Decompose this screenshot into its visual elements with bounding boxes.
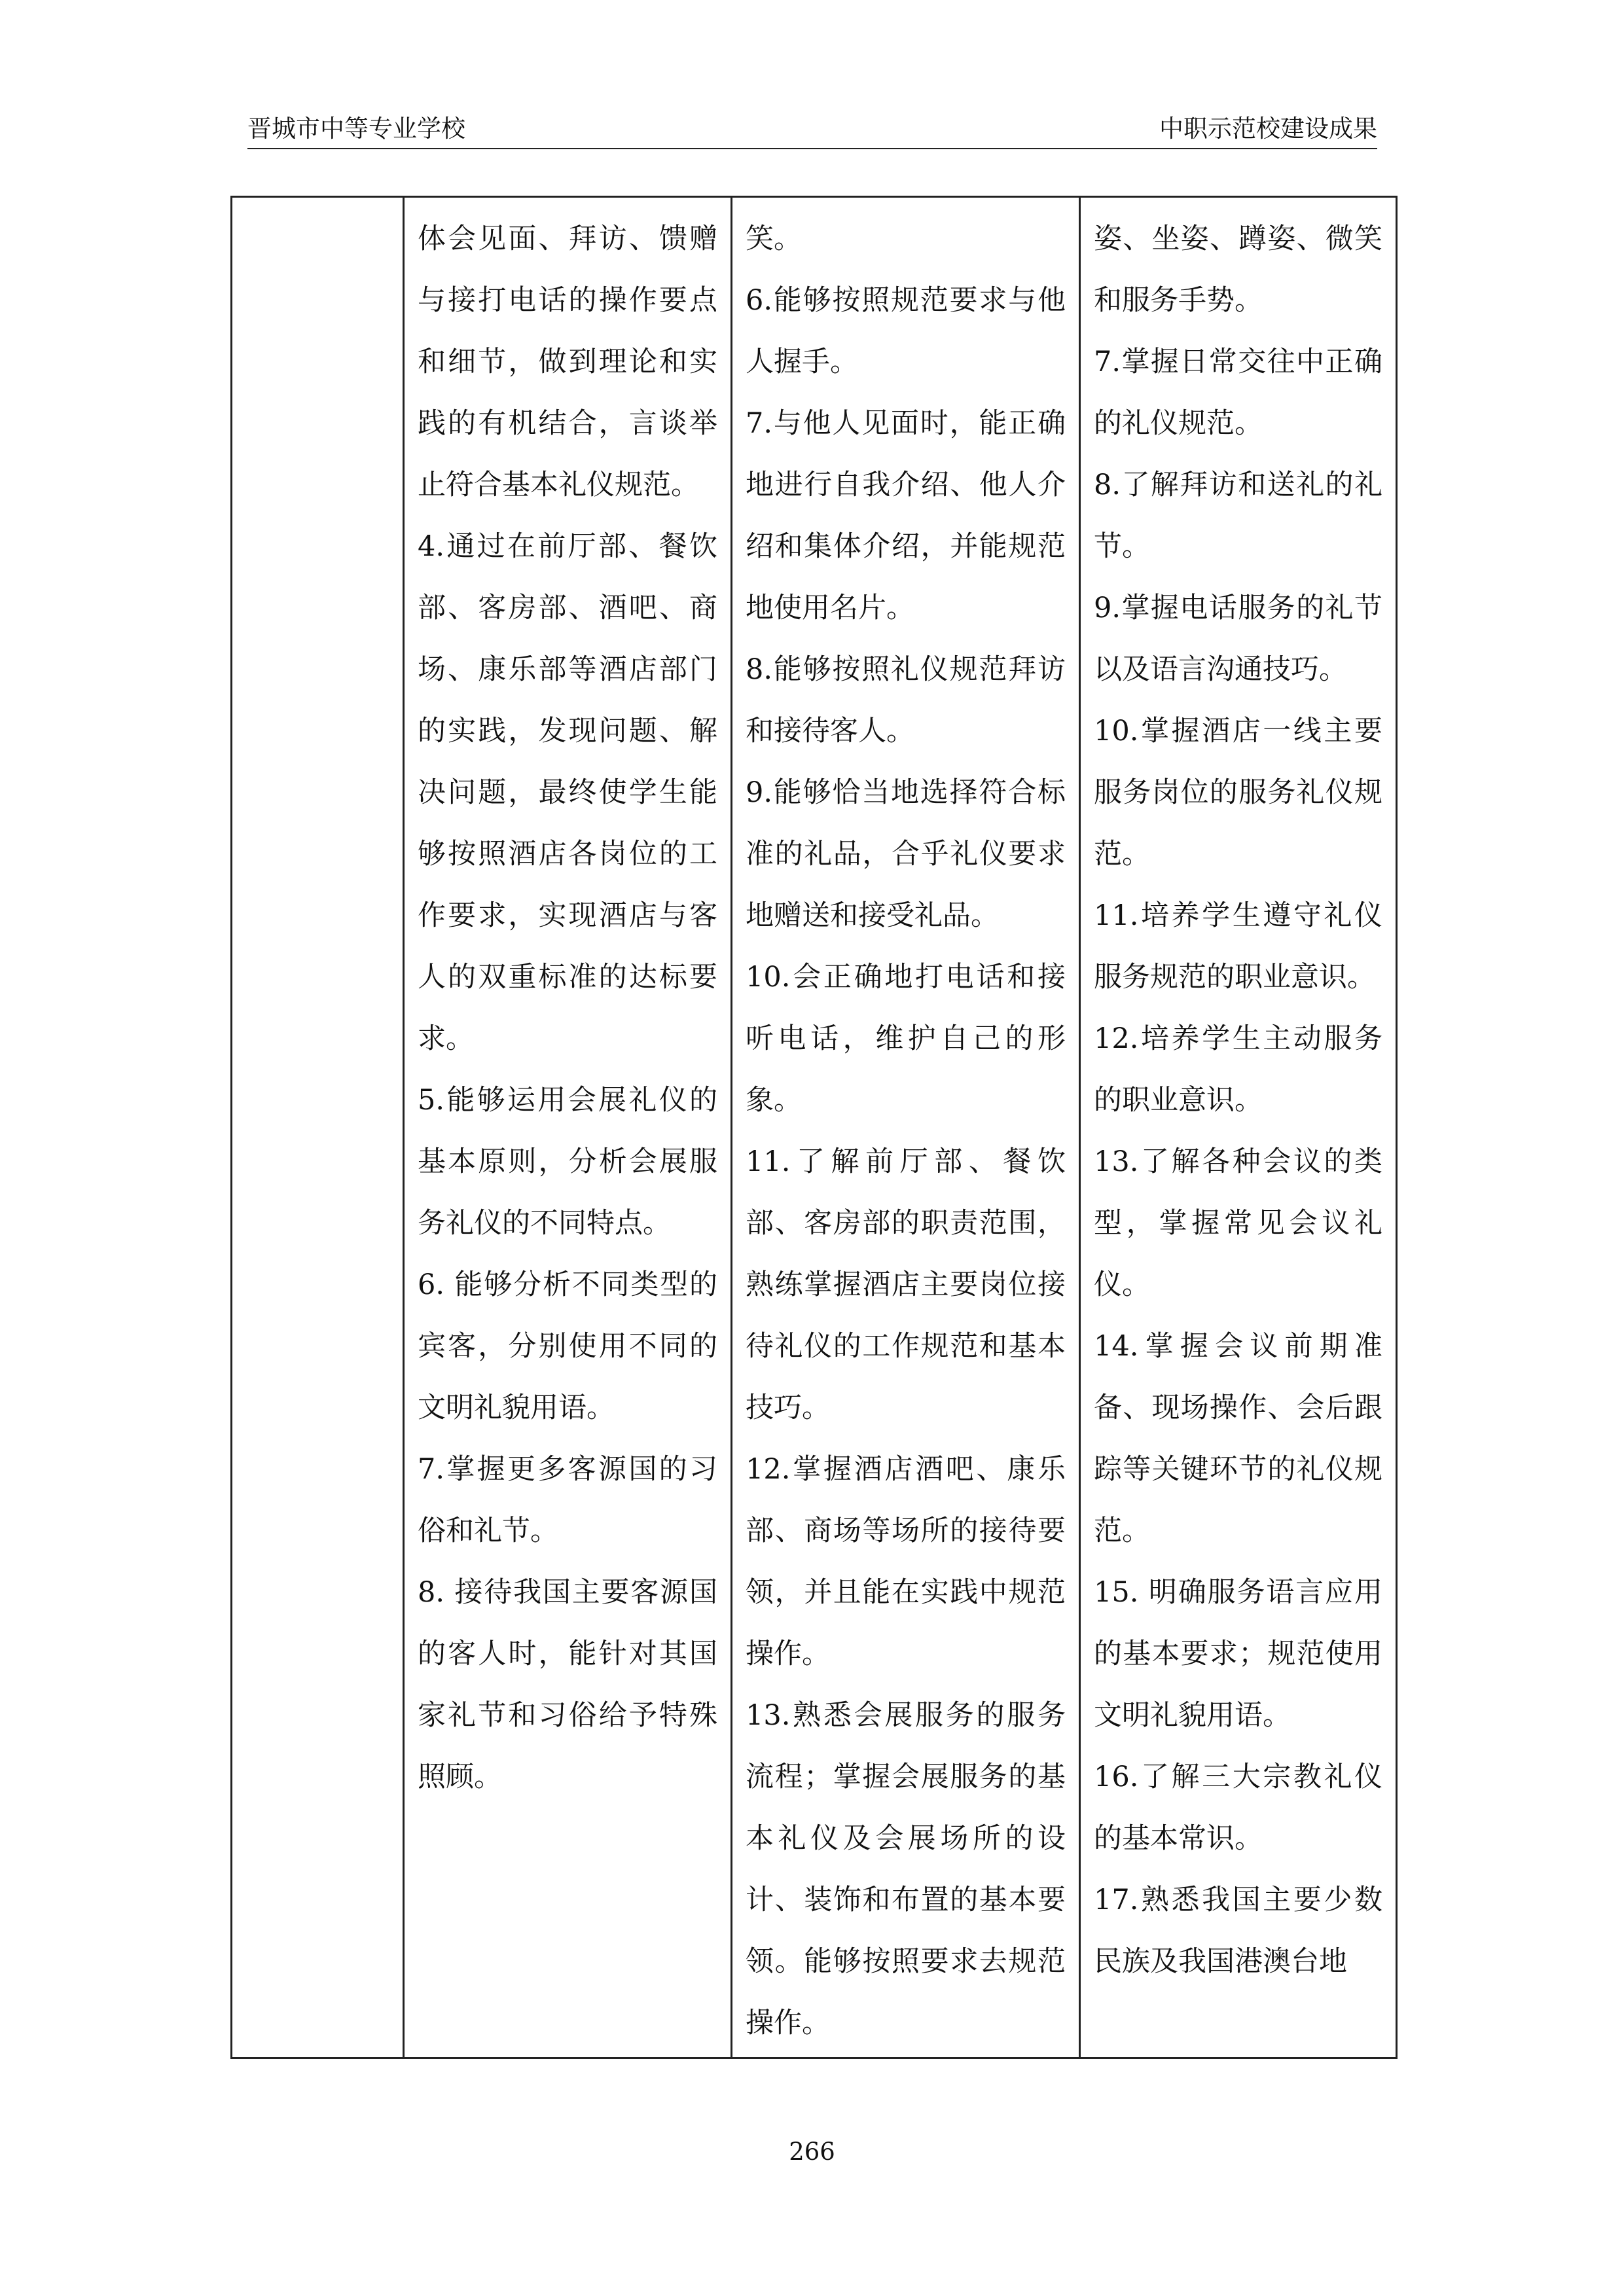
col2-paragraph: 6.能够按照规范要求与他人握手。 xyxy=(746,284,1066,378)
page-number: 266 xyxy=(789,2138,835,2166)
column-1-cell xyxy=(404,197,732,2058)
col1-paragraph: 7.掌握更多客源国的习俗和礼节。 xyxy=(418,1453,717,1547)
col3-paragraph: 姿、坐姿、蹲姿、微笑和服务手势。 xyxy=(1094,223,1382,317)
header-project-title: 中职示范校建设成果 xyxy=(1159,115,1377,143)
col3-paragraph: 8.了解拜访和送礼的礼节。 xyxy=(1094,469,1382,563)
col1-paragraph: 8. 接待我国主要客源国的客人时，能针对其国家礼节和习俗给予特殊照顾。 xyxy=(418,1576,717,1793)
col2-paragraph: 13.熟悉会展服务的服务流程；掌握会展服务的基本礼仪及会展场所的设计、装饰和布置的基本要领。能够按照要求去规范操作。 xyxy=(746,1699,1066,2039)
table-row xyxy=(232,197,1397,2058)
col3-paragraph: 17.熟悉我国主要少数民族及我国港澳台地 xyxy=(1094,1884,1382,1978)
col2-paragraph: 7.与他人见面时，能正确地进行自我介绍、他人介绍和集体介绍，并能规范地使用名片。 xyxy=(746,407,1066,624)
header-school-name: 晋城市中等专业学校 xyxy=(247,115,465,143)
col3-paragraph: 16.了解三大宗教礼仪的基本常识。 xyxy=(1094,1761,1382,1855)
col2-paragraph: 11.了解前厅部、餐饮部、客房部的职责范围，熟练掌握酒店主要岗位接待礼仪的工作规范和基本技巧。 xyxy=(746,1145,1066,1424)
col3-paragraph: 15. 明确服务语言应用的基本要求；规范使用文明礼貌用语。 xyxy=(1094,1576,1382,1732)
course-objectives-table xyxy=(230,196,1398,2059)
page-header xyxy=(247,117,1377,149)
col3-paragraph: 7.掌握日常交往中正确的礼仪规范。 xyxy=(1094,346,1382,440)
col1-paragraph: 6. 能够分析不同类型的宾客，分别使用不同的文明礼貌用语。 xyxy=(418,1268,717,1424)
col3-paragraph: 11.培养学生遵守礼仪服务规范的职业意识。 xyxy=(1094,899,1382,994)
col2-paragraph: 12.掌握酒店酒吧、康乐部、商场等场所的接待要领，并且能在实践中规范操作。 xyxy=(746,1453,1066,1670)
column-3-cell xyxy=(1080,197,1397,2058)
col3-paragraph: 12.培养学生主动服务的职业意识。 xyxy=(1094,1022,1382,1117)
col1-paragraph: 5.能够运用会展礼仪的基本原则，分析会展服务礼仪的不同特点。 xyxy=(418,1084,717,1240)
column-2-cell xyxy=(732,197,1080,2058)
empty-label-cell xyxy=(232,197,404,2058)
col2-paragraph: 10.会正确地打电话和接听电话，维护自己的形象。 xyxy=(746,961,1066,1117)
col3-paragraph: 9.掌握电话服务的礼节以及语言沟通技巧。 xyxy=(1094,592,1382,686)
col2-paragraph: 9.能够恰当地选择符合标准的礼品，合乎礼仪要求地赠送和接受礼品。 xyxy=(746,776,1066,932)
col1-paragraph: 体会见面、拜访、馈赠与接打电话的操作要点和细节，做到理论和实践的有机结合，言谈举止符合基本礼仪规范。 xyxy=(418,223,717,501)
col3-paragraph: 13.了解各种会议的类型，掌握常见会议礼仪。 xyxy=(1094,1145,1382,1301)
col1-paragraph: 4.通过在前厅部、餐饮部、客房部、酒吧、商场、康乐部等酒店部门的实践，发现问题、解决问题，最终使学生能够按照酒店各岗位的工作要求，实现酒店与客人的双重标准的达标要求。 xyxy=(418,530,717,1055)
col2-paragraph: 8.能够按照礼仪规范拜访和接待客人。 xyxy=(746,653,1066,747)
col3-paragraph: 14.掌握会议前期准备、现场操作、会后跟踪等关键环节的礼仪规范。 xyxy=(1094,1330,1382,1547)
col2-paragraph: 笑。 xyxy=(746,223,802,255)
col3-paragraph: 10.掌握酒店一线主要服务岗位的服务礼仪规范。 xyxy=(1094,715,1382,870)
